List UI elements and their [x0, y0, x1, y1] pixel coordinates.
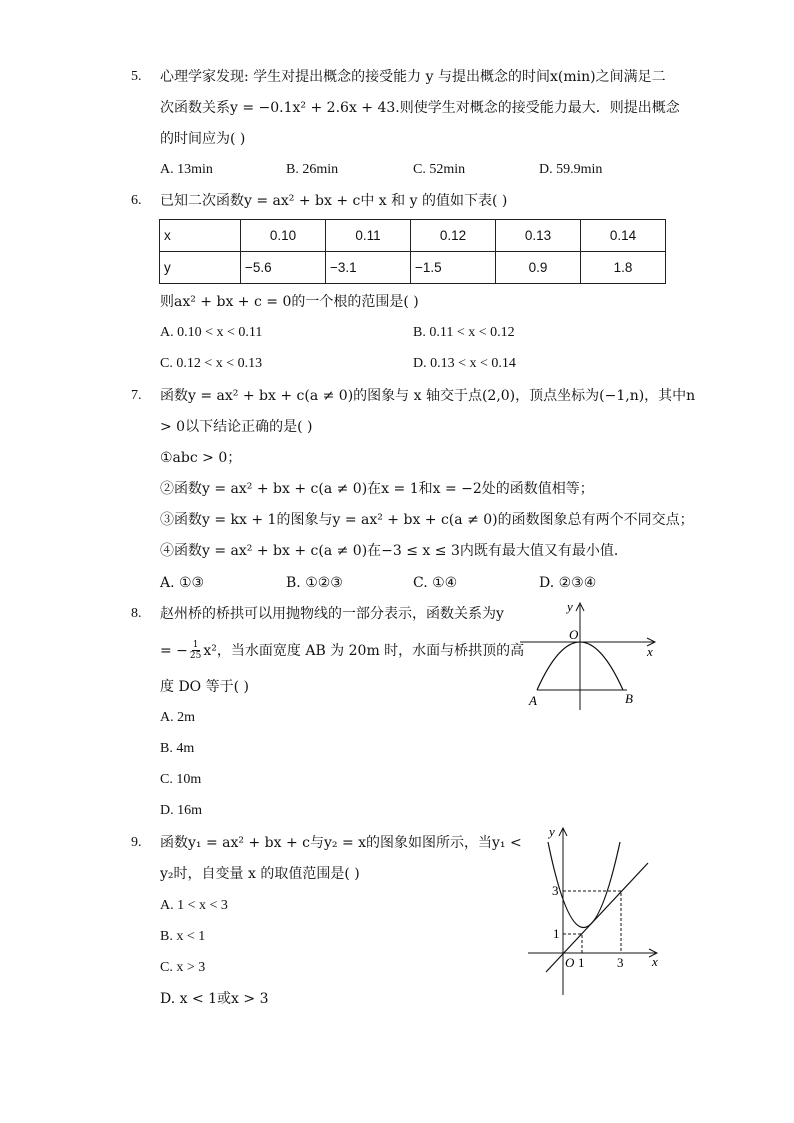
parabola-line-figure [520, 820, 670, 998]
statement-item: ②函数y = ax² + bx + c(a ≠ 0)在x = 1和x = −2处的函数值相等； [160, 481, 594, 497]
question-stem-line: 函数y₁ = ax² + bx + c与y₂ = x的图象如图所示，当y₁ < [160, 835, 522, 851]
y-axis-label: y [567, 599, 573, 614]
statement-item: ④函数y = ax² + bx + c(a ≠ 0)在−3 ≤ x ≤ 3内既有最大值又有最小值． [160, 543, 628, 559]
table-row-x [160, 220, 666, 252]
question-stem-line [160, 640, 524, 661]
question-number: 6. [131, 193, 142, 208]
option-b[interactable]: B. ①②③ [286, 575, 343, 591]
origin-label: O [565, 955, 575, 970]
equation-suffix: x²，当水面宽度 AB 为 20m 时，水面与桥拱顶的高 [203, 642, 525, 659]
fraction [190, 640, 201, 661]
table-cell: −1.5 [411, 252, 496, 284]
question-stem-line: > 0以下结论正确的是( ) [160, 419, 313, 435]
option-b[interactable]: B. 26min [286, 162, 339, 177]
table-cell: 0.11 [326, 220, 411, 252]
table-cell: 0.9 [496, 252, 581, 284]
point-b-label: B [625, 691, 633, 706]
value-table [159, 219, 666, 284]
table-cell: 1.8 [581, 252, 666, 284]
option-c[interactable]: C. 0.12 < x < 0.13 [160, 356, 263, 371]
table-cell: −5.6 [241, 252, 326, 284]
question-stem-line: 已知二次函数y = ax² + bx + c中 x 和 y 的值如下表( ) [160, 193, 508, 209]
option-d[interactable]: D. 0.13 < x < 0.14 [413, 356, 516, 371]
y-tick-label: 3 [552, 883, 559, 898]
option-d[interactable]: D. ②③④ [539, 575, 597, 591]
table-cell: x [160, 220, 241, 252]
question-stem-line: 函数y = ax² + bx + c(a ≠ 0)的图象与 x 轴交于点(2,0)，顶点坐标为(−1,n)，其中n [160, 388, 696, 404]
question-stem-line: 赵州桥的桥拱可以用抛物线的一部分表示，函数关系为y [160, 606, 504, 622]
x-tick-label: 3 [617, 955, 624, 970]
table-cell: 0.12 [411, 220, 496, 252]
question-stem-line: 次函数关系y = −0.1x² + 2.6x + 43.则使学生对概念的接受能力最大．则提出概念 [160, 100, 680, 116]
option-a[interactable]: A. 13min [160, 162, 213, 177]
x-axis-label: x [647, 644, 653, 659]
question-subquestion: 则ax² + bx + c = 0的一个根的范围是( ) [160, 294, 419, 310]
table-cell: −3.1 [326, 252, 411, 284]
question-stem-line: y₂时，自变量 x 的取值范围是( ) [160, 866, 360, 882]
option-b[interactable]: B. x < 1 [160, 929, 206, 944]
question-number: 8. [131, 606, 142, 621]
question-stem-line: 度 DO 等于( ) [160, 679, 249, 695]
option-a[interactable]: A. 2m [160, 710, 195, 725]
option-b[interactable]: B. 0.11 < x < 0.12 [413, 325, 515, 340]
question-number: 5. [131, 69, 142, 84]
question-stem-line: 的时间应为( ) [160, 131, 246, 147]
option-a[interactable]: A. ①③ [160, 575, 205, 591]
equation-prefix: = − [160, 642, 188, 659]
line-y2 [546, 863, 648, 972]
x-axis-label: x [652, 954, 658, 969]
x-tick-label: 1 [578, 955, 585, 970]
option-c[interactable]: C. ①④ [413, 575, 458, 591]
option-d[interactable]: D. x < 1或x > 3 [160, 991, 269, 1007]
statement-item: ①abc > 0； [160, 450, 242, 466]
statement-item: ③函数y = kx + 1的图象与y = ax² + bx + c(a ≠ 0)的函数图象总有两个不同交点； [160, 512, 694, 528]
option-b[interactable]: B. 4m [160, 741, 195, 756]
table-cell: 0.10 [241, 220, 326, 252]
option-c[interactable]: C. 10m [160, 772, 202, 787]
option-d[interactable]: D. 59.9min [539, 162, 603, 177]
question-stem-line: 心理学家发现: 学生对提出概念的接受能力 y 与提出概念的时间x(min)之间满足二 [160, 69, 666, 85]
y-tick-label: 1 [553, 926, 560, 941]
question-number: 9. [131, 835, 142, 850]
parabola-y1 [548, 842, 620, 928]
y-axis-label: y [549, 824, 555, 839]
fraction-numerator: 1 [192, 640, 199, 650]
option-a[interactable]: A. 0.10 < x < 0.11 [160, 325, 263, 340]
origin-label: O [569, 627, 579, 642]
table-cell: 0.14 [581, 220, 666, 252]
question-number: 7. [131, 388, 142, 403]
option-d[interactable]: D. 16m [160, 803, 202, 818]
fraction-denominator: 25 [189, 651, 202, 661]
bridge-arch-figure [515, 595, 665, 710]
table-cell: y [160, 252, 241, 284]
table-row-y [160, 252, 666, 284]
option-c[interactable]: C. 52min [413, 162, 466, 177]
option-a[interactable]: A. 1 < x < 3 [160, 898, 228, 913]
option-c[interactable]: C. x > 3 [160, 960, 206, 975]
table-cell: 0.13 [496, 220, 581, 252]
point-a-label: A [529, 693, 537, 708]
